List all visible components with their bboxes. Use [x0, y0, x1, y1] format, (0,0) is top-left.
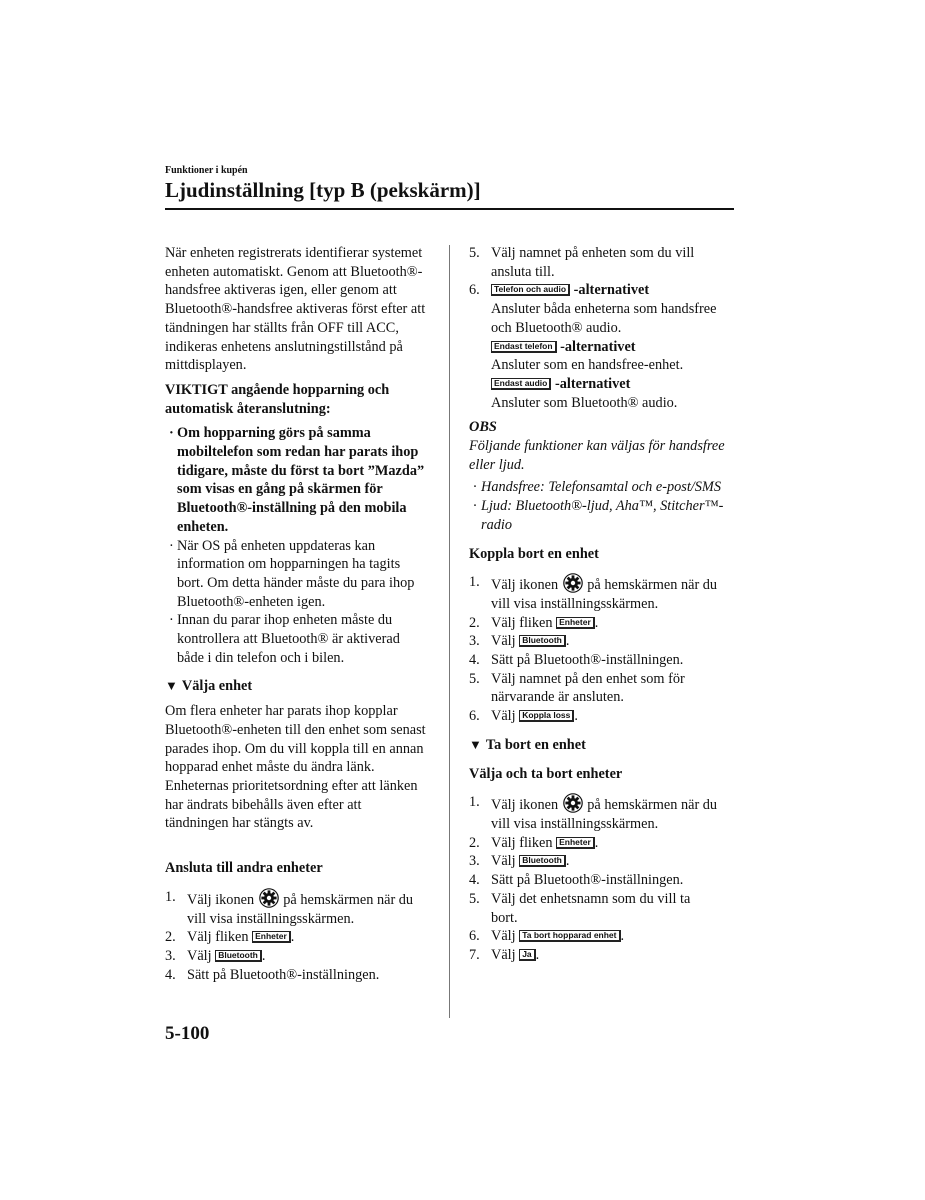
step: 5. Välj namnet på enheten som du vill ansluta till. [469, 245, 695, 280]
triangle-icon: ▼ [469, 736, 482, 752]
step: 3. Välj Bluetooth . [469, 853, 570, 870]
select-device-heading: ▼ Välja enhet [165, 678, 253, 695]
obs-note [469, 418, 739, 534]
step: 3. Välj Bluetooth . [469, 633, 570, 650]
audio-only-button[interactable]: Endast audio [491, 378, 551, 390]
disconnect-heading: Koppla bort en enhet [469, 545, 599, 562]
step: 2. Välj fliken Enheter . [469, 614, 599, 631]
phone-only-button[interactable]: Endast telefon [491, 341, 557, 353]
tab-enheter-button[interactable]: Enheter [556, 837, 595, 849]
step: 2. Välj fliken Enheter . [165, 929, 295, 946]
right-column [469, 244, 739, 971]
important-heading: VIKTIGT angående hopparning och automatisk återanslutning: [165, 381, 390, 417]
step: 6. Telefon och audio -alternativet Ansluter båda enheterna som handsfree och Bluetooth® audio. Endast telefon -alternativet Ansluter som en handsfree-enhet. Endast audio -alternativet Ansluter som Bluetooth® audio. [469, 282, 717, 411]
gear-icon[interactable] [259, 888, 279, 908]
step: 7. Välj Ja . [469, 946, 540, 963]
intro-paragraph: När enheten registrerats identifierar systemet enheten automatiskt. Genom att Bluetooth®-handsfree aktiveras igen, eller genom att Bluetooth®-handsfree aktiveras först efter att tändningen har ställts från OFF till ACC, indikeras enhetens anslutningstillstånd på mittdisplayen. [165, 245, 426, 374]
remove-paired-device-button[interactable]: Ta bort hopparad enhet [519, 930, 620, 942]
gear-icon[interactable] [563, 573, 583, 593]
obs-bullet: · Handsfree: Telefonsamtal och e-post/SMS [469, 478, 739, 497]
remove-subheading: Välja och ta bort enheter [469, 765, 623, 782]
step: 1. Välj ikonen på hemskärmen när du vill visa inställningsskärmen. [469, 794, 718, 832]
column-divider [449, 245, 450, 1018]
step: 1. Välj ikonen på hemskärmen när du vill visa inställningsskärmen. [469, 574, 718, 612]
phone-and-audio-button[interactable]: Telefon och audio [491, 284, 570, 296]
step: 4. Sätt på Bluetooth®-inställningen. [165, 966, 380, 983]
bullet-item: · När OS på enheten uppdateras kan information om hopparningen ha tagits bort. Om detta händer måste du para ihop Bluetooth®-enheten igen. [165, 537, 427, 612]
connect-heading: Ansluta till andra enheter [165, 860, 323, 877]
obs-title: OBS [469, 419, 497, 436]
bluetooth-button[interactable]: Bluetooth [519, 855, 566, 867]
section-label: Funktioner i kupén [165, 165, 248, 176]
step: 4. Sätt på Bluetooth®-inställningen. [469, 872, 684, 889]
step: 6. Välj Koppla loss . [469, 708, 578, 725]
step: 6. Välj Ta bort hopparad enhet . [469, 928, 625, 945]
triangle-icon: ▼ [165, 678, 178, 694]
important-bullets [165, 424, 427, 667]
remove-device-heading: ▼ Ta bort en enhet [469, 736, 586, 753]
select-device-paragraph: Om flera enheter har parats ihop kopplar Bluetooth®-enheten till den enhet som senast parades ihop. Om du vill koppla till en annan hopparad enhet måste du ändra länk. Enheternas prioritetsordning efter att länken har ändrats bibehålls även efter att tändningen har stängts av. [165, 703, 426, 832]
bullet-item: · Innan du parar ihop enheten måste du kontrollera att Bluetooth® är aktiverad både i din telefon och i bilen. [165, 611, 427, 667]
tab-enheter-button[interactable]: Enheter [252, 931, 291, 943]
obs-text: Följande funktioner kan väljas för handsfree eller ljud. [469, 438, 725, 473]
bluetooth-button[interactable]: Bluetooth [519, 635, 566, 647]
step: 1. Välj ikonen på hemskärmen när du vill visa inställningsskärmen. [165, 888, 414, 927]
title-rule [165, 208, 734, 210]
page-title: Ljudinställning [typ B (pekskärm)] [165, 178, 481, 202]
step: 5. Välj det enhetsnamn som du vill ta bort. [469, 890, 691, 926]
step: 3. Välj Bluetooth . [165, 947, 266, 964]
connect-steps-continued [469, 244, 739, 412]
tab-enheter-button[interactable]: Enheter [556, 617, 595, 629]
disconnect-button[interactable]: Koppla loss [519, 710, 574, 722]
page-number: 5-100 [165, 1023, 210, 1044]
bluetooth-button[interactable]: Bluetooth [215, 950, 262, 962]
remove-steps [469, 793, 739, 964]
yes-button[interactable]: Ja [519, 949, 535, 961]
step: 2. Välj fliken Enheter . [469, 834, 599, 851]
disconnect-steps [469, 573, 739, 726]
step: 4. Sätt på Bluetooth®-inställningen. [469, 652, 684, 669]
gear-icon[interactable] [563, 793, 583, 813]
step: 5. Välj namnet på den enhet som för närvarande är ansluten. [469, 670, 685, 706]
left-column [165, 244, 427, 990]
obs-bullet: · Ljud: Bluetooth®-ljud, Aha™, Stitcher™-radio [469, 497, 739, 534]
connect-steps [165, 888, 427, 985]
bullet-item: · Om hopparning görs på samma mobiltelefon som redan har parats ihop tidigare, måste du först ta bort ”Mazda” som visas en gång på skärmen för Bluetooth®-inställning på den mobila enheten. [165, 424, 427, 536]
